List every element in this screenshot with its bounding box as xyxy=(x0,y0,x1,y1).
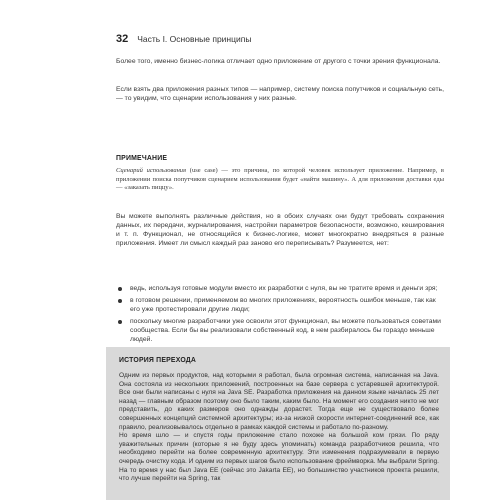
paragraph-2: Если взять два приложения разных типов — например, систему поиска попутчиков и социальную сеть, — то увидим, что сценарии использования у них разные. xyxy=(116,86,444,102)
sidebar-title: ИСТОРИЯ ПЕРЕХОДА xyxy=(119,357,197,364)
sidebar-text xyxy=(119,372,439,484)
bullet-item: в готовом решении, применяемом во многих приложениях, вероятность ошибок меньше, так как его уже протестировали другие люди; xyxy=(116,297,444,315)
part-title: Часть I. Основные принципы xyxy=(137,34,252,44)
bullet-list xyxy=(116,285,444,347)
bullet-icon xyxy=(118,287,122,291)
note-heading: ПРИМЕЧАНИЕ xyxy=(116,155,168,162)
sidebar-box xyxy=(106,347,450,500)
page-number: 32 xyxy=(116,33,129,45)
sidebar-paragraph-1: Одним из первых продуктов, над которыми я работал, была огромная система, написанная на Java. Она состояла из нескольких приложений, построенных на базе сервера с устаревшей архитектурой. Все они были написаны с нуля на Java SE. Разработка приложения на данном языке началась 25 лет назад — главным образом поэтому оно было таким, каким было. На момент его создания никто не мог представить, до каких размеров оно однажды дорастет. Тогда еще не существовало более совершенных концепций системной архитектуры; из-за низкой скорости интернет-соединений все, как правило, реализовывалось отдельно в рамках каждой системы и работало по-разному. xyxy=(119,372,439,431)
bullet-item: поскольку многие разработчики уже освоили этот функционал, вы можете пользоваться советами сообщества. Если бы вы реализовали собственный код, в нем разбиралось бы гораздо меньше людей. xyxy=(116,318,444,345)
bullet-item: ведь, используя готовые модули вместо их разработки с нуля, вы не тратите время и деньги зря; xyxy=(116,285,444,294)
paragraph-3: Вы можете выполнять различные действия, но в обоих случаях они будут требовать сохранения данных, их передачи, журналирования, настройки параметров безопасности, возможно, кеширования и т. п. Функционал, не относящийся к бизнес-логике, может многократно внедряться в разные приложения. Имеет ли смысл каждый раз заново его переписывать? Разумеется, нет: xyxy=(116,213,444,247)
page-header xyxy=(116,33,496,45)
bullet-icon xyxy=(118,320,122,324)
paragraph-1: Более того, именно бизнес-логика отличает одно приложение от другого с точки зрения функционала. xyxy=(116,58,441,65)
note-text xyxy=(116,167,444,193)
sidebar-paragraph-2: Но время шло — и спустя годы приложение стало похоже на большой ком грязи. По ряду уважительных причин (которые я не буду здесь упоминать) команда разработчиков решила, что необходимо перейти на более современную архитектуру. Эти изменения подразумевали в первую очередь очистку кода. И одним из первых шагов было использование фреймворка. Мы выбрали Spring. На то время у нас был Java EE (сейчас это Jakarta EE), но большинство участников проекта решили, что лучше перейти на Spring, так xyxy=(119,432,439,483)
bullet-icon xyxy=(118,299,122,303)
note-body: (use case) — это причина, по которой человек использует приложение. Например, в приложении поиска попутчиков сценарием использования будет «найти машину». А для приложения доставки еды — «заказать пиццу». xyxy=(116,167,444,191)
note-term: Сценарий использования xyxy=(116,167,187,174)
